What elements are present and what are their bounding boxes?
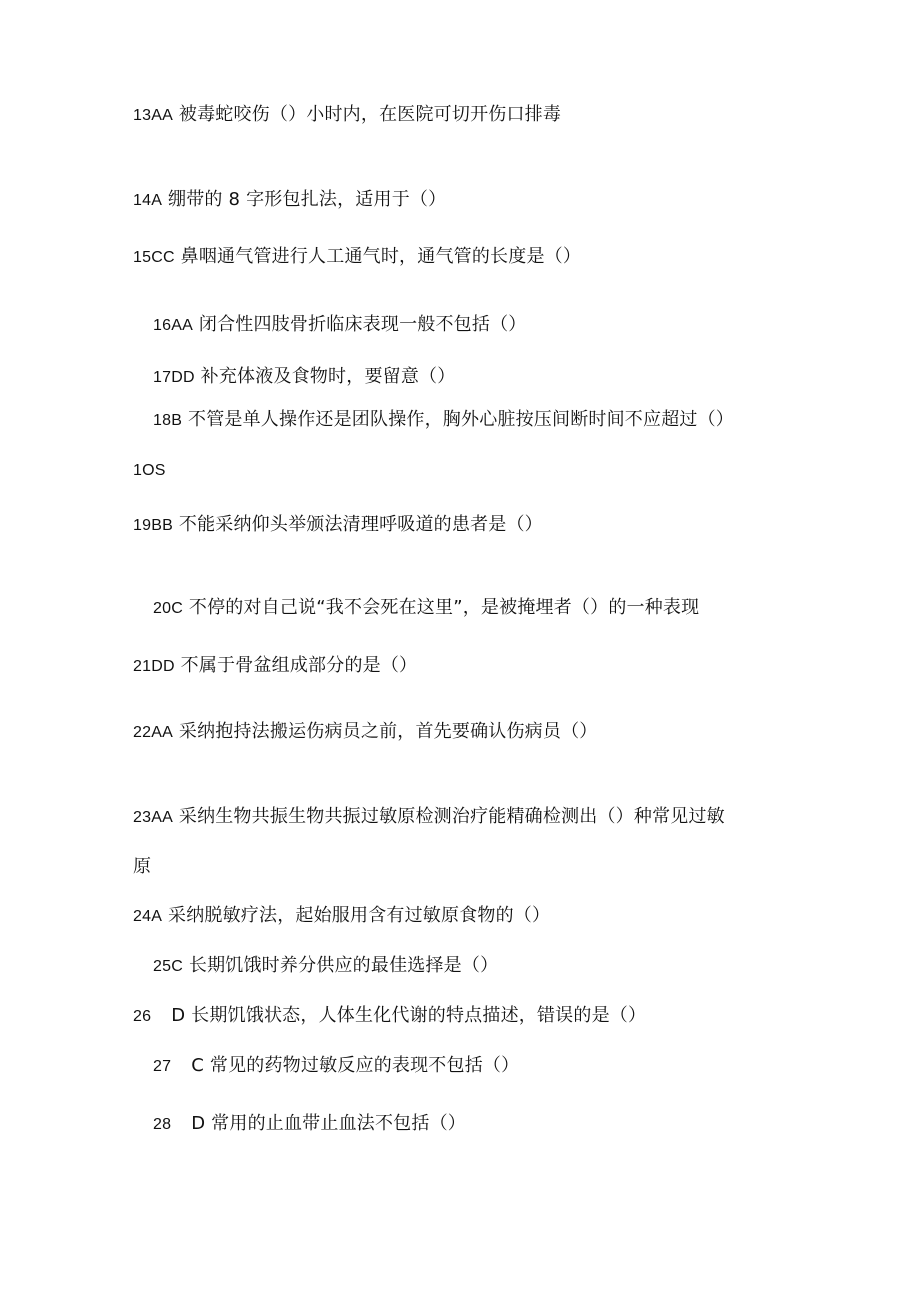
question-number: 25C [153,958,183,975]
question-text: 被毒蛇咬伤（）小时内，在医院可切开伤口排毒 [178,104,562,125]
question-24 [133,904,550,929]
question-number: 28 [153,1116,172,1133]
question-number: 18B [153,412,183,429]
question-13 [133,103,561,128]
question-26 [133,1004,646,1029]
question-text: 不能采纳仰头举颁法清理呼吸道的患者是（） [178,514,543,535]
question-number: 22AA [133,724,173,741]
question-1os [133,458,166,483]
question-number: 1OS [133,462,166,479]
question-number: 14A [133,192,163,209]
question-text: D 常用的止血带止血法不包括（） [191,1113,466,1134]
question-text: D 长期饥饿状态，人体生化代谢的特点描述，错误的是（） [171,1005,647,1026]
question-number: 23AA [133,809,173,826]
question-23 [133,805,725,830]
question-text: 不停的对自己说“我不会死在这里”，是被掩埋者（）的一种表现 [188,597,700,618]
question-22 [133,720,597,745]
question-number: 24A [133,908,163,925]
question-17 [153,365,455,390]
question-text: 采纳生物共振生物共振过敏原检测治疗能精确检测出（）种常见过敏 [178,806,725,827]
question-text: 鼻咽通气管进行人工通气时，通气管的长度是（） [180,246,582,267]
question-number: 20C [153,600,183,617]
question-text: 长期饥饿时养分供应的最佳选择是（） [188,955,499,976]
question-number: 21DD [133,658,175,675]
question-text: 不属于骨盆组成部分的是（） [180,655,418,676]
question-18 [153,408,734,433]
question-28 [153,1112,466,1137]
question-number: 16AA [153,317,193,334]
question-20 [153,596,699,621]
question-number: 26 [133,1008,152,1025]
question-text: 不管是单人操作还是团队操作，胸外心脏按压间断时间不应超过（） [188,409,734,430]
question-text: C 常见的药物过敏反应的表现不包括（） [191,1055,520,1076]
question-text: 采纳脱敏疗法，起始服用含有过敏原食物的（） [168,905,551,926]
question-23-continuation [133,855,151,879]
question-19 [133,513,543,538]
question-number: 17DD [153,369,195,386]
question-21 [133,654,417,679]
question-number: 27 [153,1058,172,1075]
question-text: 绷带的 8 字形包扎法，适用于（） [168,189,447,210]
question-number: 15CC [133,249,175,266]
question-25 [153,954,498,979]
question-text: 补充体液及食物时，要留意（） [200,366,456,387]
question-text: 采纳抱持法搬运伤病员之前，首先要确认伤病员（） [178,721,598,742]
question-text: 原 [133,856,152,877]
question-number: 19BB [133,517,173,534]
question-15 [133,245,581,270]
question-text: 闭合性四肢骨折临床表现一般不包括（） [198,314,527,335]
question-14 [133,188,446,213]
question-27 [153,1054,519,1079]
question-16 [153,313,526,338]
question-number: 13AA [133,107,173,124]
